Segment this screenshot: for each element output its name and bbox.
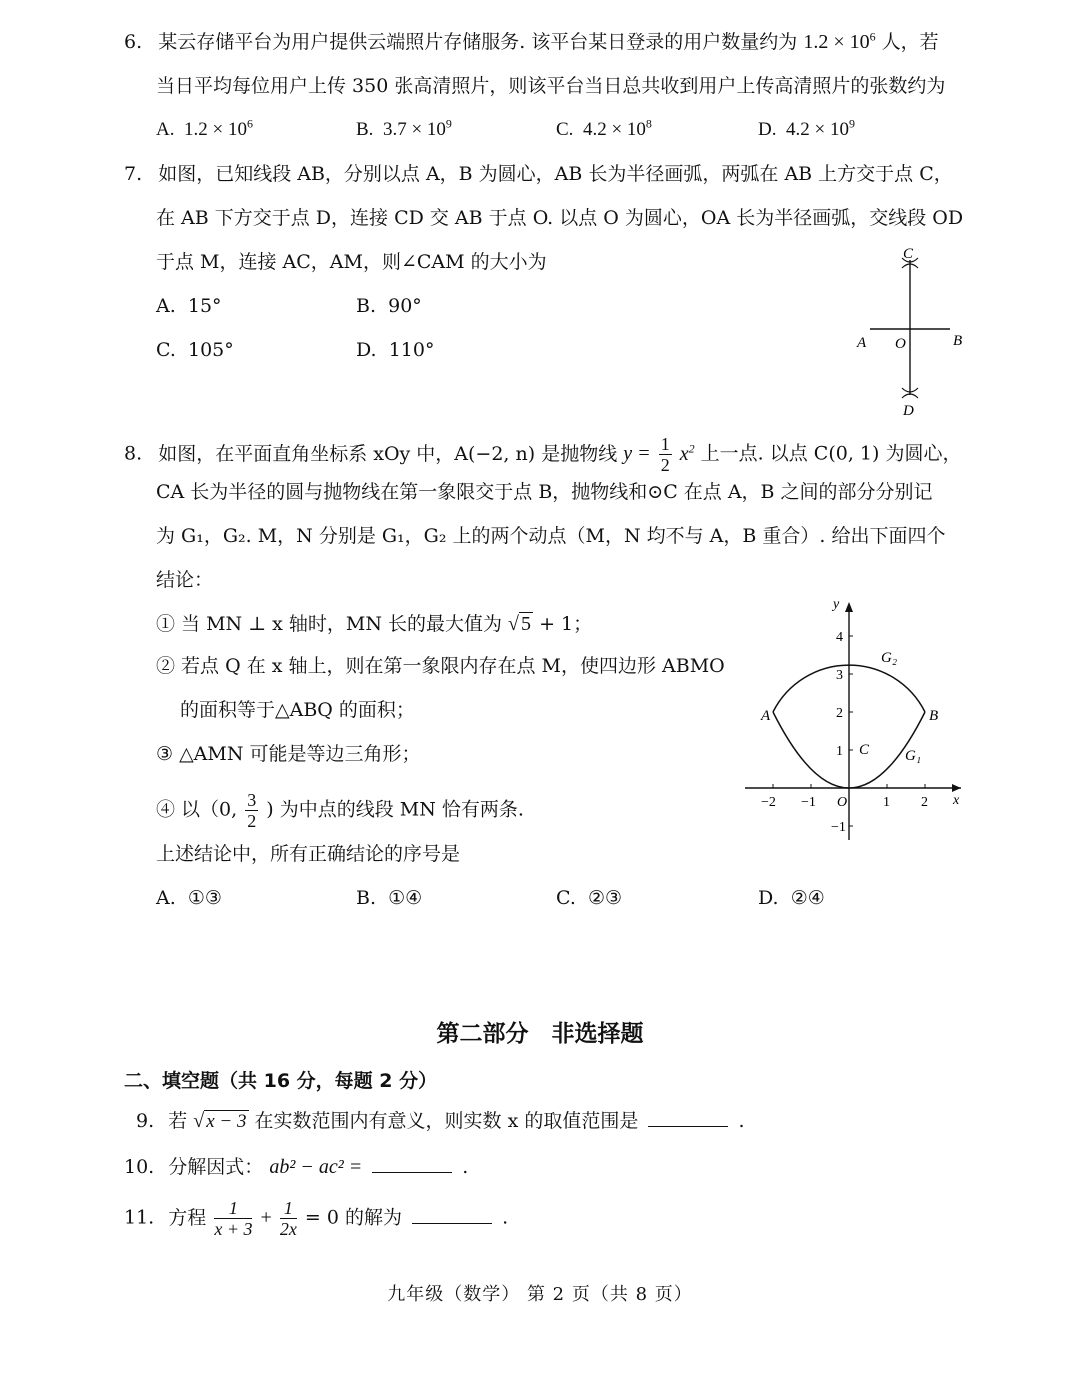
q7-option-d[interactable]: D. 110° bbox=[356, 339, 435, 361]
q10-line: 10. 分解因式： ab² − ac² = . bbox=[124, 1156, 469, 1178]
q7-option-a[interactable]: A. 15° bbox=[156, 295, 222, 317]
x-tick-1: 1 bbox=[883, 795, 890, 810]
q8-graph bbox=[735, 595, 975, 850]
q11-line: 11. 方程 $\frac{1}{x + 3}$ + $\frac{1}{2x}$ = 0 的解为 . bbox=[124, 1198, 509, 1239]
q6-user-count: $1.2 \times 10^6$ bbox=[803, 29, 876, 53]
q8-conclusion-2-cont: 的面积等于△ABQ 的面积； bbox=[180, 699, 415, 721]
q8-fraction-three-halves: $\frac{3}{2}$ bbox=[247, 790, 257, 831]
sqrt-x-minus-3: √ x − 3 bbox=[193, 1110, 247, 1132]
q6-line1: 6. 某云存储平台为用户提供云端照片存储服务. 该平台某日登录的用户数量约为 $1.2 \times 10^6$ 人，若 bbox=[124, 29, 939, 53]
x-axis-arrow-icon bbox=[952, 784, 961, 792]
q6-option-a[interactable]: A. $1.2 \times 10^6$ bbox=[156, 116, 253, 140]
q6-option-c[interactable]: C. $4.2 \times 10^8$ bbox=[556, 116, 652, 140]
q6-option-d[interactable]: D. $4.2 \times 10^9$ bbox=[758, 116, 855, 140]
q8-number: 8. bbox=[124, 442, 143, 465]
point-a-label: A bbox=[761, 708, 771, 724]
q7-line3: 于点 M，连接 AC，AM，则∠CAM 的大小为 bbox=[156, 251, 547, 273]
y-tick-3: 3 bbox=[836, 668, 843, 683]
point-b-label: B bbox=[929, 708, 939, 724]
q7-label-o: O bbox=[895, 336, 906, 352]
sqrt-5: √ 5 bbox=[508, 613, 532, 635]
y-tick-2: 2 bbox=[836, 706, 843, 721]
q8-conclusion-1: ① 当 MN ⊥ x 轴时，MN 长的最大值为 √ 5 + 1； bbox=[156, 613, 593, 635]
g1-label: G₁ bbox=[905, 748, 922, 764]
q8-question: 上述结论中，所有正确结论的序号是 bbox=[156, 843, 461, 865]
q8-conclusion-3: ③ △AMN 可能是等边三角形； bbox=[156, 743, 421, 765]
q7-number: 7. bbox=[124, 163, 143, 185]
q11-fraction-2: $\frac{1}{2x}$ bbox=[279, 1198, 297, 1239]
y-axis-label: y bbox=[833, 597, 840, 612]
q7-line2: 在 AB 下方交于点 D，连接 CD 交 AB 于点 O. 以点 O 为圆心，OA 长为半径画弧，交线段 OD bbox=[156, 207, 964, 229]
point-c-label: C bbox=[859, 742, 870, 758]
q8-option-c[interactable]: C. ②③ bbox=[556, 887, 623, 909]
q8-option-a[interactable]: A. ①③ bbox=[156, 887, 222, 909]
section-fill-in-blank: 二、填空题（共 16 分，每题 2 分） bbox=[124, 1070, 438, 1092]
x-tick-2: 2 bbox=[921, 795, 928, 810]
q8-line4: 结论： bbox=[156, 569, 214, 591]
q6-line2: 当日平均每位用户上传 350 张高清照片，则该平台当日总共收到用户上传高清照片的张数约为 bbox=[156, 75, 946, 97]
q9-number: 9. bbox=[136, 1110, 155, 1132]
q11-number: 11. bbox=[124, 1206, 155, 1229]
q8-conclusion-4: ④ 以（0, $\frac{3}{2}$ ) 为中点的线段 MN 恰有两条. bbox=[156, 790, 524, 831]
x-tick-neg2: −2 bbox=[761, 795, 776, 810]
y-tick-4: 4 bbox=[836, 630, 843, 645]
q7-label-d: D bbox=[903, 403, 914, 419]
q10-number: 10. bbox=[124, 1156, 155, 1178]
part2-heading: 第二部分 非选择题 bbox=[436, 1021, 644, 1047]
q6-option-b[interactable]: B. $3.7 \times 10^9$ bbox=[356, 116, 452, 140]
page-footer: 九年级（数学） 第 2 页（共 8 页） bbox=[387, 1284, 693, 1305]
q8-line2: CA 长为半径的圆与抛物线在第一象限交于点 B，抛物线和⊙C 在点 A，B 之间的部分分别记 bbox=[156, 481, 933, 503]
q8-option-b[interactable]: B. ①④ bbox=[356, 887, 423, 909]
x-axis-label: x bbox=[953, 793, 960, 808]
q8-line1: 8. 如图，在平面直角坐标系 xOy 中，A(−2, n) 是抛物线 y = $\frac{1}{2}$ $x^2$ 上一点. 以点 C(0, 1) 为圆心， bbox=[124, 434, 962, 475]
q8-option-d[interactable]: D. ②④ bbox=[758, 887, 825, 909]
q7-label-c: C bbox=[903, 246, 914, 262]
g2-label: G₂ bbox=[881, 650, 898, 666]
y-axis-arrow-icon bbox=[845, 602, 853, 612]
q7-arc-d2 bbox=[902, 394, 918, 398]
q8-line3: 为 G₁，G₂. M，N 分别是 G₁，G₂ 上的两个动点（M，N 均不与 A，B 重合）. 给出下面四个 bbox=[156, 525, 946, 547]
y-tick-1: 1 bbox=[836, 744, 843, 759]
q7-line1: 7. 如图，已知线段 AB，分别以点 A，B 为圆心，AB 长为半径画弧，两弧在 AB 上方交于点 C， bbox=[124, 163, 953, 185]
q10-answer-blank[interactable] bbox=[372, 1154, 452, 1173]
q7-label-b: B bbox=[953, 333, 963, 349]
x-tick-neg1: −1 bbox=[801, 795, 816, 810]
origin-label: O bbox=[837, 795, 848, 810]
q7-label-a: A bbox=[857, 335, 867, 351]
q11-answer-blank[interactable] bbox=[412, 1205, 492, 1224]
q9-answer-blank[interactable] bbox=[648, 1108, 728, 1127]
q8-conclusion-2: ② 若点 Q 在 x 轴上，则在第一象限内存在点 M，使四边形 ABMO bbox=[156, 655, 725, 677]
q6-number: 6. bbox=[124, 31, 143, 53]
q7-figure bbox=[845, 240, 975, 420]
q7-option-c[interactable]: C. 105° bbox=[156, 339, 234, 361]
y-tick-neg1: −1 bbox=[831, 820, 846, 835]
q8-fraction-half: $\frac{1}{2}$ bbox=[660, 434, 670, 475]
q9-line: 9. 若 √ x − 3 在实数范围内有意义，则实数 x 的取值范围是 . bbox=[136, 1110, 745, 1132]
q7-option-b[interactable]: B. 90° bbox=[356, 295, 422, 317]
q11-fraction-1: $\frac{1}{x + 3}$ bbox=[214, 1198, 253, 1239]
